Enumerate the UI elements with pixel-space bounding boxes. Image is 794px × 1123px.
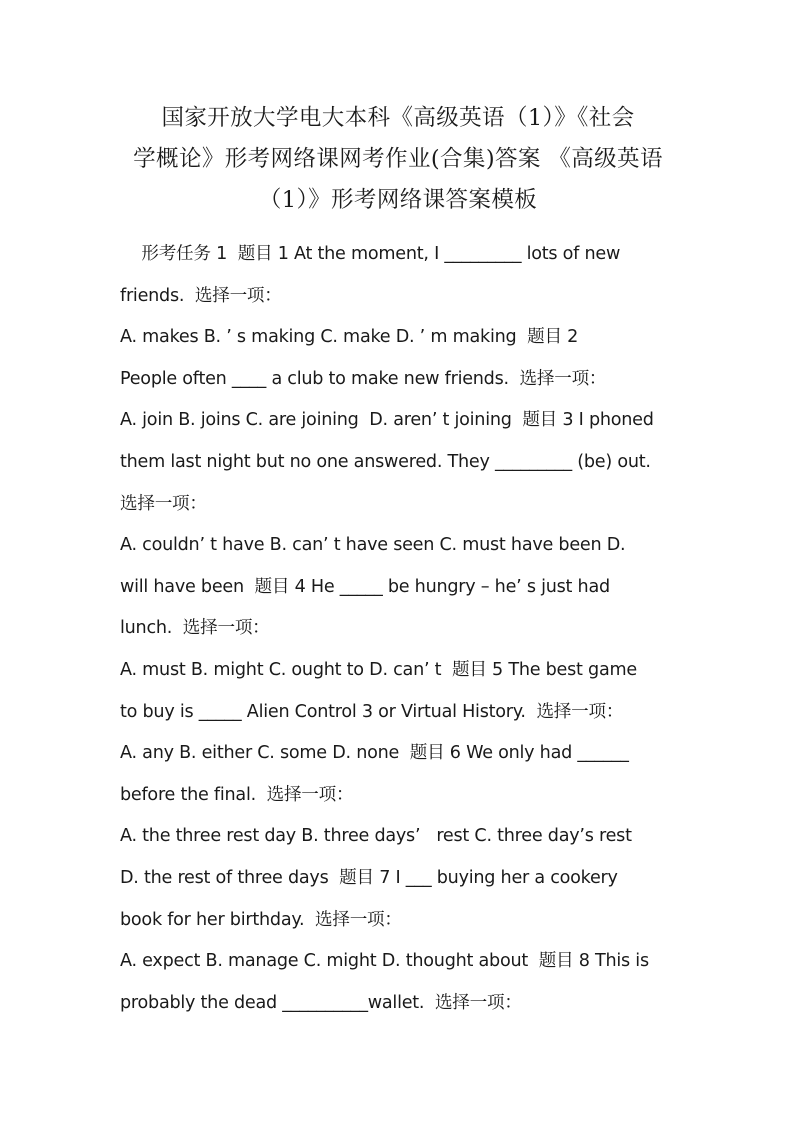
document-body <box>120 234 680 1024</box>
body-line: A. must B. might C. ought to D. can’ t 题目 5 The best game <box>120 659 637 680</box>
body-line: People often ____ a club to make new friends. 选择一项： <box>120 368 607 389</box>
body-line: before the final. 选择一项： <box>120 784 354 805</box>
body-line: them last night but no one answered. They _________ (be) out. <box>120 451 651 472</box>
document-title <box>118 98 678 221</box>
body-line: A. join B. joins C. are joining D. aren’ t joining 题目 3 I phoned <box>120 410 654 431</box>
title-line: 学概论》形考网络课网考作业(合集)答案 《高级英语 <box>133 146 663 172</box>
title-line: （1）》形考网络课答案模板 <box>258 187 538 213</box>
body-line: friends. 选择一项： <box>120 285 282 306</box>
body-line: will have been 题目 4 He _____ be hungry – he’ s just had <box>120 576 610 597</box>
body-line: A. couldn’ t have B. can’ t have seen C. must have been D. <box>120 535 626 556</box>
title-line: 国家开放大学电大本科《高级英语（1）》《社会 <box>161 105 635 131</box>
body-line: lunch. 选择一项： <box>120 618 270 639</box>
body-line: to buy is _____ Alien Control 3 or Virtual History. 选择一项： <box>120 701 624 722</box>
body-line: book for her birthday. 选择一项： <box>120 909 402 930</box>
body-line: A. the three rest day B. three days’ rest C. three day’s rest <box>120 826 632 847</box>
body-line: D. the rest of three days 题目 7 I ___ buying her a cookery <box>120 867 618 888</box>
body-line: A. expect B. manage C. might D. thought about 题目 8 This is <box>120 951 649 972</box>
body-line: A. makes B. ’ s making C. make D. ’ m making 题目 2 <box>120 327 579 348</box>
body-line: 选择一项： <box>120 493 207 514</box>
body-line: probably the dead __________wallet. 选择一项： <box>120 992 522 1013</box>
body-line: A. any B. either C. some D. none 题目 6 We only had ______ <box>120 743 629 764</box>
body-line: 形考任务 1 题目 1 At the moment, I _________ lots of new <box>120 244 621 264</box>
